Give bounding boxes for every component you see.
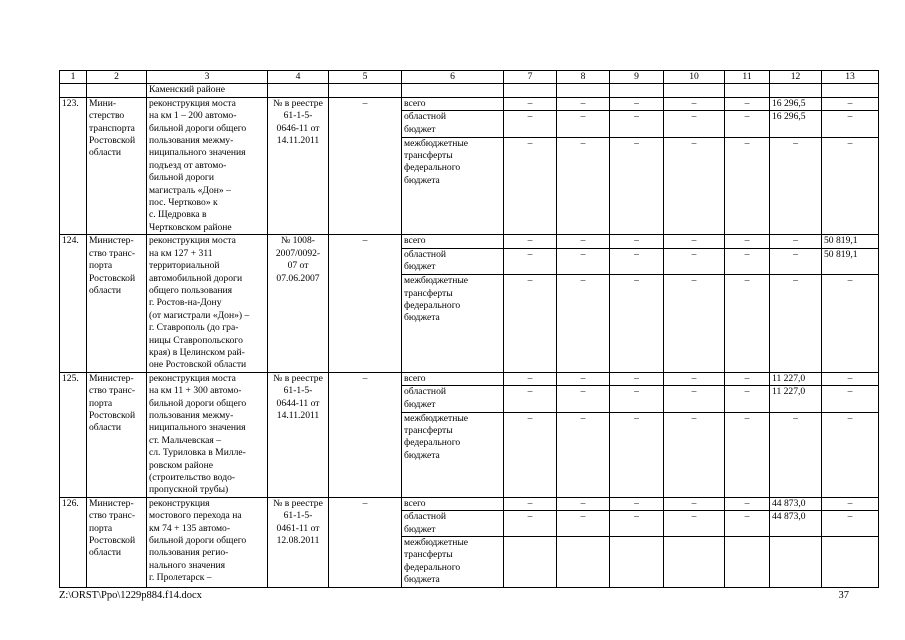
col-number: 6: [402, 71, 504, 84]
value-cell: –: [725, 248, 770, 274]
table-row: [60, 497, 879, 510]
value-cell: –: [557, 497, 610, 510]
value-cell: 11 227,0: [770, 386, 822, 412]
value-cell: [770, 537, 822, 588]
value-cell: –: [664, 372, 725, 386]
value-cell: –: [557, 111, 610, 137]
col-number: 7: [504, 71, 557, 84]
value-cell: –: [557, 386, 610, 412]
funding-source: всего: [402, 97, 504, 111]
value-cell: –: [725, 275, 770, 373]
page-number: 37: [838, 590, 849, 601]
value-cell: –: [725, 511, 770, 537]
value-cell: –: [770, 235, 822, 249]
value-cell: –: [610, 511, 664, 537]
value-cell: 44 873,0: [770, 511, 822, 537]
value-cell: –: [504, 412, 557, 497]
object-description: реконструкция моста на км 1 – 200 автомо- бильной дороги общего пользования межму- ниципального значения подъезд от автомо- бильной дороги магистраль «Дон» – пос. Чертково» к с. Щедровка в Чертковском районе: [147, 97, 268, 234]
value-cell: –: [504, 235, 557, 249]
value-cell: –: [822, 111, 879, 137]
value-cell: –: [725, 111, 770, 137]
value-cell: 50 819,1: [822, 248, 879, 274]
value-cell: –: [725, 497, 770, 510]
value-cell: –: [557, 275, 610, 373]
value-cell: –: [664, 275, 725, 373]
funding-source: областной бюджет: [402, 511, 504, 537]
value-cell: –: [610, 97, 664, 111]
registry-number: № в реестре 61-1-5- 0646-11 от 14.11.2011: [268, 97, 329, 234]
funding-source: межбюджетные трансферты федерального бюджета: [402, 137, 504, 235]
table-row: [60, 235, 879, 249]
value-cell: 16 296,5: [770, 97, 822, 111]
value-cell: –: [610, 248, 664, 274]
value-cell: –: [610, 386, 664, 412]
col-number: 10: [664, 71, 725, 84]
column-number-row: [60, 71, 879, 84]
value-cell: [557, 537, 610, 588]
value-cell: 16 296,5: [770, 111, 822, 137]
value-cell: –: [557, 248, 610, 274]
registry-number: № 1008- 2007/0092- 07 от 07.06.2007: [268, 235, 329, 372]
entry-number: 124.: [60, 235, 87, 372]
entry-number: 126.: [60, 497, 87, 587]
col-number: 8: [557, 71, 610, 84]
funding-source: межбюджетные трансферты федерального бюджета: [402, 275, 504, 373]
value-cell: –: [725, 137, 770, 235]
value-cell: –: [822, 511, 879, 537]
value-cell: –: [504, 386, 557, 412]
value-cell: –: [770, 248, 822, 274]
value-cell: –: [770, 412, 822, 497]
value-cell: –: [610, 275, 664, 373]
col-number: 2: [87, 71, 147, 84]
value-cell: –: [664, 97, 725, 111]
value-cell: –: [664, 497, 725, 510]
registry-number: № в реестре 61-1-5- 0461-11 от 12.08.2011: [268, 497, 329, 587]
value-cell: –: [610, 412, 664, 497]
value-cell: [822, 537, 879, 588]
value-cell: –: [725, 386, 770, 412]
region-row: [60, 84, 879, 97]
funding-source: областной бюджет: [402, 386, 504, 412]
value-cell: –: [664, 248, 725, 274]
value-cell: –: [504, 97, 557, 111]
value-cell: –: [610, 235, 664, 249]
column-5-value: –: [329, 235, 402, 372]
value-cell: –: [504, 372, 557, 386]
value-cell: 50 819,1: [822, 235, 879, 249]
value-cell: 11 227,0: [770, 372, 822, 386]
funding-source: всего: [402, 372, 504, 386]
col-number: 5: [329, 71, 402, 84]
table-row: [60, 372, 879, 386]
col-number: 3: [147, 71, 268, 84]
value-cell: –: [557, 412, 610, 497]
value-cell: –: [610, 497, 664, 510]
value-cell: –: [557, 97, 610, 111]
value-cell: –: [664, 386, 725, 412]
value-cell: –: [822, 372, 879, 386]
value-cell: –: [610, 111, 664, 137]
organization: Мини- стерство транспорта Ростовской области: [87, 97, 147, 234]
value-cell: 44 873,0: [770, 497, 822, 510]
value-cell: –: [664, 511, 725, 537]
value-cell: –: [610, 137, 664, 235]
object-description: реконструкция моста на км 11 + 300 автомо- бильной дороги общего пользования межму- ниципального значения ст. Мальчевская – сл. Туриловка в Милле- ровском районе (строительство водо- пропускной трубы): [147, 372, 268, 497]
value-cell: –: [822, 137, 879, 235]
value-cell: –: [557, 511, 610, 537]
entry-number: 123.: [60, 97, 87, 234]
value-cell: –: [504, 137, 557, 235]
value-cell: –: [504, 497, 557, 510]
col-number: 1: [60, 71, 87, 84]
column-5-value: –: [329, 97, 402, 234]
table-body: [60, 71, 879, 588]
object-description: реконструкция мостового перехода на км 74 + 135 автомо- бильной дороги общего пользования регио- нального значения г. Пролетарск –: [147, 497, 268, 587]
value-cell: –: [557, 235, 610, 249]
value-cell: [610, 537, 664, 588]
region-text: Каменский районе: [147, 84, 268, 97]
value-cell: –: [557, 137, 610, 235]
value-cell: –: [822, 386, 879, 412]
value-cell: –: [770, 137, 822, 235]
column-5-value: –: [329, 372, 402, 497]
file-path: Z:\ORST\Ppo\1229p884.f14.docx: [59, 590, 202, 601]
col-number: 11: [725, 71, 770, 84]
value-cell: –: [504, 248, 557, 274]
organization: Министер- ство транс- порта Ростовской области: [87, 372, 147, 497]
value-cell: –: [504, 511, 557, 537]
value-cell: [664, 537, 725, 588]
funding-source: межбюджетные трансферты федерального бюджета: [402, 412, 504, 497]
funding-source: всего: [402, 235, 504, 249]
value-cell: –: [725, 97, 770, 111]
table-row: [60, 97, 879, 111]
value-cell: –: [822, 412, 879, 497]
value-cell: –: [610, 372, 664, 386]
funding-source: областной бюджет: [402, 248, 504, 274]
col-number: 4: [268, 71, 329, 84]
value-cell: –: [725, 235, 770, 249]
value-cell: –: [664, 137, 725, 235]
value-cell: –: [504, 275, 557, 373]
funding-source: межбюджетные трансферты федерального бюджета: [402, 537, 504, 588]
value-cell: –: [664, 111, 725, 137]
budget-table: [59, 70, 879, 588]
funding-source: всего: [402, 497, 504, 510]
value-cell: –: [822, 275, 879, 373]
value-cell: –: [725, 412, 770, 497]
value-cell: –: [770, 275, 822, 373]
object-description: реконструкция моста на км 127 + 311 территориальной автомобильной дороги общего пользования г. Ростов-на-Дону (от магистрали «Дон») – г. Ставрополь (до гра- ницы Ставропольского края) в Целинском рай- оне Ростовской области: [147, 235, 268, 372]
value-cell: –: [557, 372, 610, 386]
value-cell: –: [725, 372, 770, 386]
entry-number: 125.: [60, 372, 87, 497]
col-number: 13: [822, 71, 879, 84]
value-cell: –: [664, 412, 725, 497]
value-cell: [504, 537, 557, 588]
column-5-value: –: [329, 497, 402, 587]
value-cell: –: [822, 97, 879, 111]
value-cell: –: [664, 235, 725, 249]
funding-source: областной бюджет: [402, 111, 504, 137]
registry-number: № в реестре 61-1-5- 0644-11 от 14.11.2011: [268, 372, 329, 497]
col-number: 12: [770, 71, 822, 84]
organization: Министер- ство транс- порта Ростовской области: [87, 497, 147, 587]
value-cell: –: [504, 111, 557, 137]
col-number: 9: [610, 71, 664, 84]
value-cell: [725, 537, 770, 588]
value-cell: –: [822, 497, 879, 510]
organization: Министер- ство транс- порта Ростовской области: [87, 235, 147, 372]
